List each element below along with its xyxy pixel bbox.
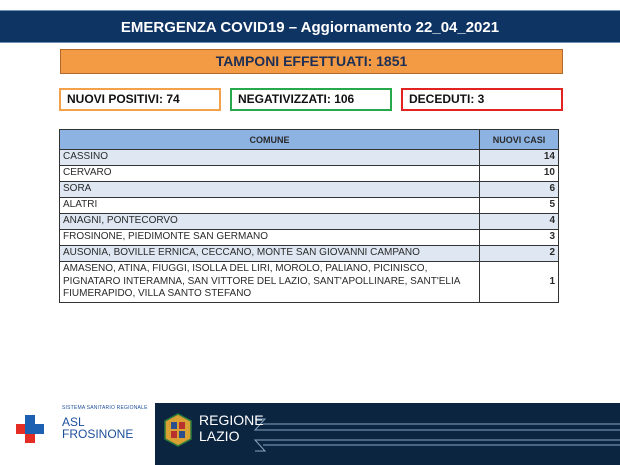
asl-line-1: ASL [62,415,85,429]
negativizzati-box [230,88,392,111]
table-row [60,182,559,198]
table-row [60,198,559,214]
asl-name [62,416,133,440]
cell-casi: 10 [480,166,559,182]
cell-comune: CASSINO [60,150,480,166]
regione-lazio-emblem-icon [163,413,193,447]
page-title: EMERGENZA COVID19 – Aggiornamento 22_04_2021 [120,19,500,36]
cell-comune: CERVARO [60,166,480,182]
nuovi-positivi-label: NUOVI POSITIVI: 74 [67,92,180,106]
cell-comune: AUSONIA, BOVILLE ERNICA, CECCANO, MONTE SAN GIOVANNI CAMPANO [60,246,480,262]
red-blue-cross-icon [16,415,44,443]
table-row [60,262,559,303]
regione-lazio-text [199,412,264,444]
column-header-nuovi-casi: NUOVI CASI [480,130,559,150]
regione-lazio-banner [155,403,620,465]
regione-line-2: LAZIO [199,428,240,444]
cell-casi: 14 [480,150,559,166]
cell-comune: AMASENO, ATINA, FIUGGI, ISOLLA DEL LIRI, MOROLO, PALIANO, PICINISCO, PIGNATARO INTERAMNA, SAN VITTORE DEL LAZIO, SANT'APOLLINARE, SANT'ELIA FIUMERAPIDO, VILLA SANTO STEFANO [60,262,480,303]
tamponi-label: TAMPONI EFFETTUATI: 1851 [215,53,408,69]
page-title-bar [0,10,620,43]
deceduti-box [401,88,563,111]
ssr-label: SISTEMA SANITARIO REGIONALE [62,405,148,411]
table-header-row [60,130,559,150]
negativizzati-label: NEGATIVIZZATI: 106 [238,92,355,106]
nuovi-positivi-box [59,88,221,111]
table-row [60,150,559,166]
cell-casi: 1 [480,262,559,303]
cell-casi: 6 [480,182,559,198]
asl-frosinone-logo [16,405,156,455]
cell-comune: SORA [60,182,480,198]
table-row [60,246,559,262]
deceduti-label: DECEDUTI: 3 [409,92,485,106]
cell-casi: 4 [480,214,559,230]
cell-casi: 3 [480,230,559,246]
tamponi-banner [60,49,563,74]
cell-comune: FROSINONE, PIEDIMONTE SAN GERMANO [60,230,480,246]
asl-line-2: FROSINONE [62,427,134,441]
regione-line-1: REGIONE [199,412,264,428]
cell-comune: ALATRI [60,198,480,214]
cell-casi: 5 [480,198,559,214]
table-row [60,230,559,246]
cell-comune: ANAGNI, PONTECORVO [60,214,480,230]
table-row [60,166,559,182]
cell-casi: 2 [480,246,559,262]
column-header-comune: COMUNE [60,130,480,150]
comuni-table [59,129,559,303]
table-row [60,214,559,230]
